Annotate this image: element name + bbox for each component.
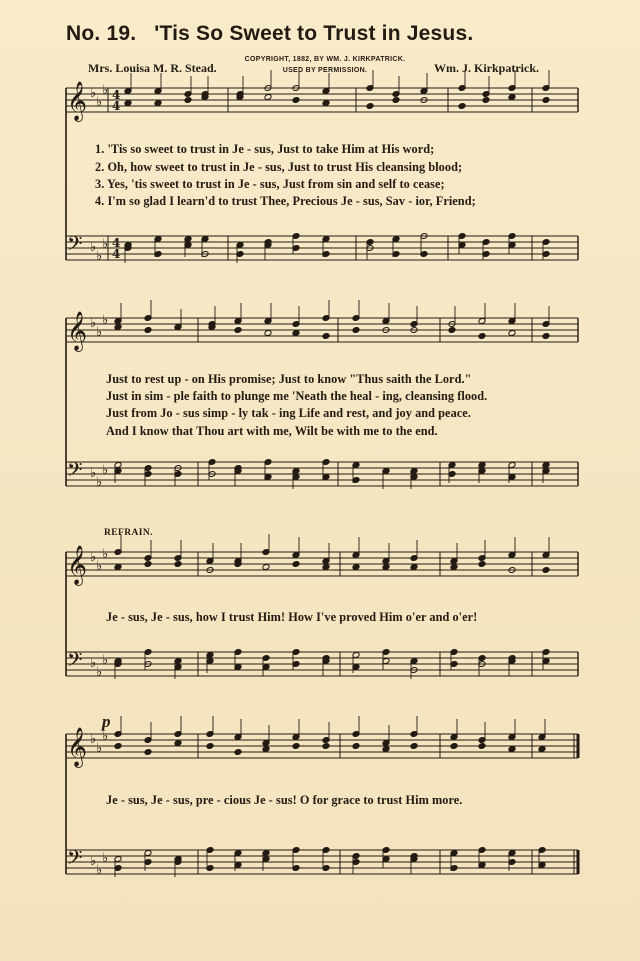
- notehead: [508, 330, 516, 337]
- notehead: [478, 561, 486, 568]
- flat-icon: ♭: [96, 741, 103, 756]
- notehead: [382, 746, 390, 753]
- lyricist: Mrs. Louisa M. R. Stead.: [88, 61, 217, 75]
- flat-icon: ♭: [90, 466, 97, 481]
- refrain-line-1: Je - sus, Je - sus, how I trust Him! How I've proved Him o'er and o'er!: [106, 610, 478, 624]
- system-2-verse-2: Just in sim - ple faith to plunge me 'Neath the heal - ing, cleansing flood.: [106, 389, 488, 403]
- flat-icon: ♭: [102, 83, 109, 98]
- notehead: [322, 564, 330, 571]
- notehead: [322, 743, 330, 750]
- notehead: [410, 564, 418, 571]
- notehead: [542, 333, 550, 340]
- flat-icon: ♭: [102, 547, 109, 562]
- notehead: [206, 743, 214, 750]
- notehead: [508, 746, 516, 753]
- notehead: [322, 333, 330, 340]
- flat-icon: ♭: [102, 313, 109, 328]
- notehead: [352, 564, 360, 571]
- notehead: [410, 743, 418, 750]
- flat-icon: ♭: [102, 851, 109, 866]
- bass-clef-icon: 𝄢: [67, 458, 83, 486]
- system-1-verse-1: 1. 'Tis so sweet to trust in Je - sus, Just to take Him at His word;: [95, 142, 435, 156]
- notehead: [144, 749, 152, 756]
- composer: Wm. J. Kirkpatrick.: [434, 61, 539, 75]
- notehead: [154, 100, 162, 107]
- bass-clef-icon: 𝄢: [67, 232, 83, 260]
- notehead: [292, 330, 300, 337]
- treble-clef-icon: 𝄞: [67, 727, 88, 767]
- notehead: [292, 97, 300, 104]
- time-signature: 4: [112, 99, 121, 113]
- system-2-verse-4: And I know that Thou art with me, Wilt be with me to the end.: [106, 424, 438, 438]
- flat-icon: ♭: [96, 95, 103, 110]
- time-signature: 4: [112, 88, 121, 102]
- flat-icon: ♭: [102, 729, 109, 744]
- flat-icon: ♭: [90, 656, 97, 671]
- flat-icon: ♭: [90, 854, 97, 869]
- notehead: [234, 327, 242, 334]
- notehead: [322, 100, 330, 107]
- system-2-verse-1: Just to rest up - on His promise; Just to know "Thus saith the Lord.": [106, 372, 472, 386]
- notehead: [366, 103, 374, 110]
- notehead: [450, 564, 458, 571]
- system-1-verse-3: 3. Yes, 'tis sweet to trust in Je - sus, Just from sin and self to cease;: [95, 177, 445, 191]
- notehead: [542, 567, 550, 574]
- flat-icon: ♭: [90, 86, 97, 101]
- copyright-line: COPYRIGHT, 1882, BY WM. J. KIRKPATRICK.: [244, 56, 406, 63]
- notehead: [292, 743, 300, 750]
- bass-clef-icon: 𝄢: [67, 648, 83, 676]
- notehead: [458, 103, 466, 110]
- flat-icon: ♭: [90, 240, 97, 255]
- flat-icon: ♭: [90, 316, 97, 331]
- notehead: [264, 330, 272, 337]
- flat-icon: ♭: [102, 463, 109, 478]
- flat-icon: ♭: [90, 550, 97, 565]
- notehead: [382, 564, 390, 571]
- flat-icon: ♭: [102, 237, 109, 252]
- notehead: [450, 743, 458, 750]
- flat-icon: ♭: [96, 559, 103, 574]
- notehead: [114, 564, 122, 571]
- system-1-verse-2: 2. Oh, how sweet to trust in Je - sus, Just to trust His cleansing blood;: [95, 160, 463, 174]
- time-signature: 4: [112, 247, 121, 261]
- permission-line: USED BY PERMISSION.: [282, 67, 368, 74]
- flat-icon: ♭: [96, 475, 103, 490]
- flat-icon: ♭: [102, 653, 109, 668]
- notehead: [174, 561, 182, 568]
- hymn-number: No. 19.: [66, 22, 137, 45]
- notehead: [124, 100, 132, 107]
- refrain-line-2: Je - sus, Je - sus, pre - cious Je - sus! O for grace to trust Him more.: [106, 793, 463, 807]
- notehead: [352, 327, 360, 334]
- notehead: [292, 561, 300, 568]
- notehead: [482, 97, 490, 104]
- system-1-verse-4: 4. I'm so glad I learn'd to trust Thee, Precious Je - sus, Sav - ior, Friend;: [95, 194, 476, 208]
- notehead: [538, 746, 546, 753]
- dynamic-marking: p: [102, 712, 111, 731]
- notehead: [262, 564, 270, 571]
- system-2-verse-3: Just from Jo - sus simp - ly tak - ing Life and rest, and joy and peace.: [106, 406, 471, 420]
- notehead: [264, 94, 272, 101]
- notehead: [144, 561, 152, 568]
- notehead: [352, 743, 360, 750]
- notehead: [392, 97, 400, 104]
- treble-clef-icon: 𝄞: [67, 81, 88, 121]
- treble-clef-icon: 𝄞: [67, 545, 88, 585]
- flat-icon: ♭: [90, 732, 97, 747]
- notehead: [174, 324, 182, 331]
- flat-icon: ♭: [96, 249, 103, 264]
- notehead: [478, 743, 486, 750]
- notehead: [262, 746, 270, 753]
- notehead: [174, 740, 182, 747]
- flat-icon: ♭: [96, 325, 103, 340]
- notehead: [114, 743, 122, 750]
- flat-icon: ♭: [96, 665, 103, 680]
- notehead: [382, 468, 390, 475]
- hymn-title: 'Tis So Sweet to Trust in Jesus.: [154, 22, 474, 45]
- notehead: [508, 94, 516, 101]
- notehead: [478, 333, 486, 340]
- notehead: [144, 327, 152, 334]
- bass-clef-icon: 𝄢: [67, 846, 83, 874]
- notehead: [184, 97, 192, 104]
- notehead: [234, 749, 242, 756]
- treble-clef-icon: 𝄞: [67, 311, 88, 351]
- time-signature: 4: [112, 236, 121, 250]
- notehead: [542, 97, 550, 104]
- notehead: [448, 327, 456, 334]
- flat-icon: ♭: [96, 863, 103, 878]
- notehead: [114, 324, 122, 331]
- refrain-label: REFRAIN.: [104, 528, 153, 538]
